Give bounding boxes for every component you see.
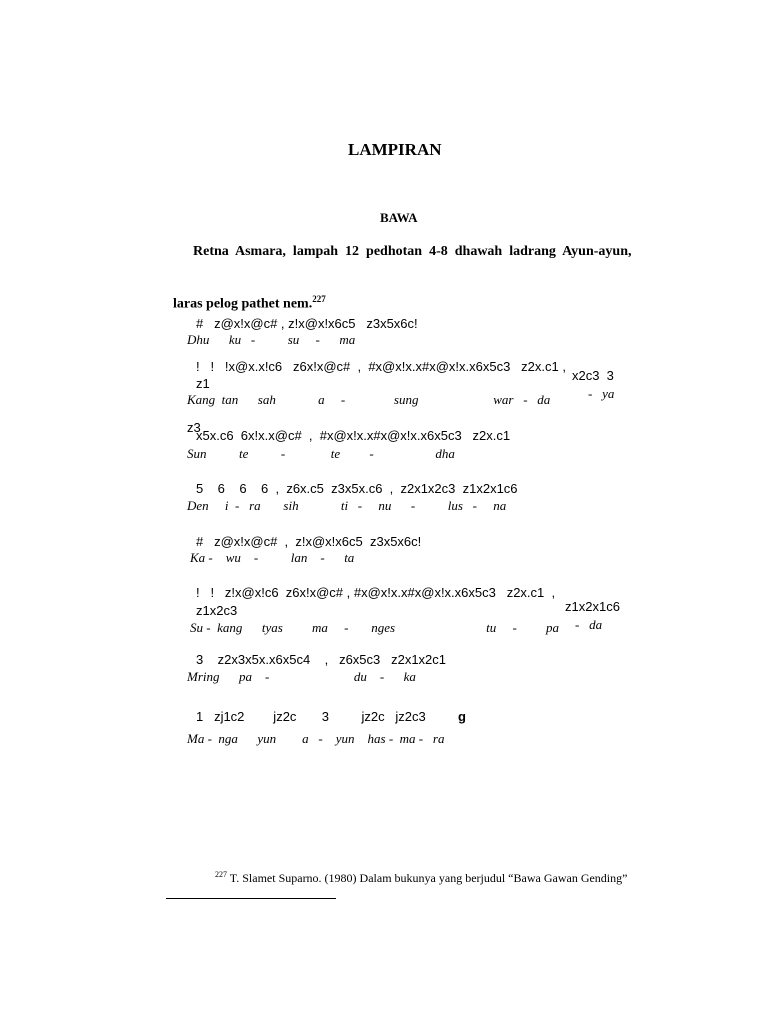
notation-line: 1 zj1c2 jz2c 3 jz2c jz2c3 — [196, 709, 426, 724]
lyric-line: Ma - nga yun a - yun has - ma - ra — [187, 731, 445, 746]
lyric-line: Sun te - te - dha — [187, 446, 455, 461]
lyric-line: Den i - ra sih ti - nu - lus - na — [187, 498, 507, 513]
notation-line: # z@x!x@c# , z!x@x!x6c5 z3x5x6c! — [196, 534, 422, 549]
notation-extra: z1x2x1c6 — [565, 599, 620, 614]
footnote — [209, 859, 627, 884]
notation-wrap: z1 — [196, 376, 210, 391]
intro-text: laras pelog pathet nem. — [173, 296, 313, 312]
notation-line: x5x.c6 6x!x.x@c# , #x@x!x.x#x@x!x.x6x5c3 z2x.c1 — [196, 428, 511, 443]
page-title: LAMPIRAN — [348, 140, 442, 159]
footnote-rule — [166, 898, 336, 899]
gong-mark: g — [458, 709, 466, 724]
notation-line: # z@x!x@c# , z!x@x!x6c5 z3x5x6c! — [196, 316, 418, 331]
lyric-line: Kang tan sah a - sung war - da — [187, 392, 551, 407]
notation-line: ! ! !x@x.x!c6 z6x!x@c# , #x@x!x.x#x@x!x.x6x5c3 z2x.c1 , — [196, 359, 566, 374]
lyric-line: Ka - wu - lan - ta — [190, 550, 355, 565]
lyric-line: Mring pa - du - ka — [187, 669, 416, 684]
footnote-number: 227 — [215, 870, 227, 879]
footnote-ref: 227 — [312, 294, 326, 304]
intro-line-2 — [166, 281, 326, 312]
notation-wrap: z1x2c3 — [196, 603, 238, 618]
notation-line: 3 z2x3x5x.x6x5c4 , z6x5c3 z2x1x2c1 — [196, 652, 447, 667]
lyric-extra: - da — [575, 617, 603, 632]
footnote-text: T. Slamet Suparno. (1980) Dalam bukunya yang berjudul “Bawa Gawan Gending” — [229, 871, 628, 885]
section-title: BAWA — [380, 210, 418, 225]
lyric-extra: - ya — [588, 386, 615, 401]
intro-line-1: Retna Asmara, lampah 12 pedhotan 4-8 dhawah ladrang Ayun-ayun, — [193, 244, 632, 259]
notation-line: ! ! z!x@x!c6 z6x!x@c# , #x@x!x.x#x@x!x.x6x5c3 z2x.c1 , — [196, 585, 556, 600]
notation-wrap: z3 — [187, 420, 201, 435]
lyric-line: Dhu ku - su - ma — [187, 332, 356, 347]
notation-extra: x2c3 3 — [572, 368, 614, 383]
lyric-line: Su - kang tyas ma - nges tu - pa — [190, 620, 560, 635]
notation-line: 5 6 6 6 , z6x.c5 z3x5x.c6 , z2x1x2c3 z1x2x1c6 — [196, 481, 518, 496]
